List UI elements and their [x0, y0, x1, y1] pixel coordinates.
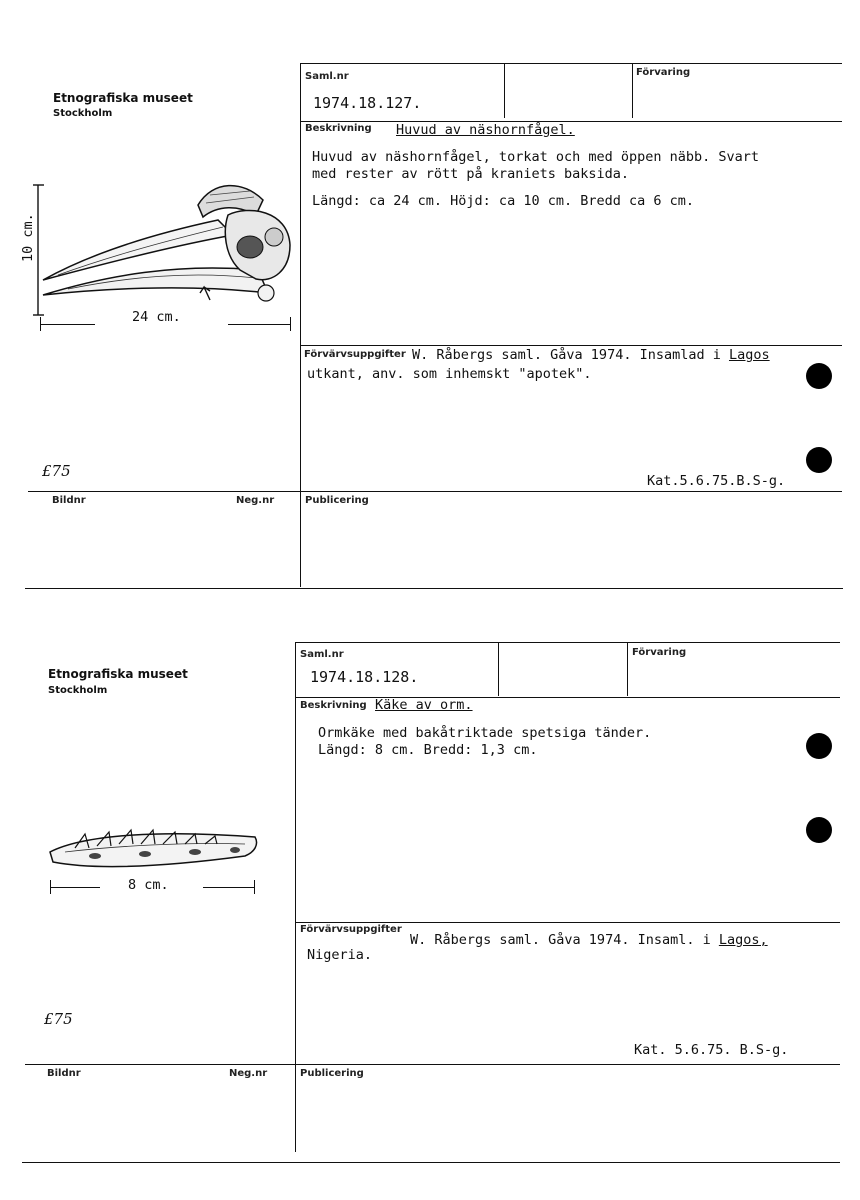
saml-divider	[504, 63, 505, 118]
forvarv-rule	[295, 922, 840, 923]
description-line-1: Ormkäke med bakåtriktade spetsiga tänder.	[318, 725, 652, 741]
acquisition-line-1	[410, 932, 768, 949]
negnr-label: Neg.nr	[229, 1068, 268, 1079]
forvaring-label: Förvaring	[636, 67, 691, 78]
museum-city: Stockholm	[53, 108, 113, 119]
forvaring-label: Förvaring	[632, 647, 687, 658]
punch-hole	[806, 447, 832, 473]
acquisition-line-2: Nigeria.	[307, 947, 373, 963]
bildnr-label: Bildnr	[52, 495, 86, 506]
saml-nr-value: 1974.18.127.	[313, 94, 422, 112]
saml-nr-value: 1974.18.128.	[310, 668, 419, 686]
card-top-rule	[300, 63, 842, 64]
scale-width-label: 24 cm.	[132, 309, 181, 325]
description-line-2: med rester av rött på kraniets baksida.	[312, 166, 629, 182]
forvarv-rule	[300, 345, 842, 346]
acquisition-line-2: utkant, anv. som inhemskt "apotek".	[307, 366, 592, 382]
scale-width-tick-left	[40, 317, 41, 331]
bildnr-label: Bildnr	[47, 1068, 81, 1079]
acquisition-source: W. Råbergs saml. Gåva 1974. Insaml. i	[410, 932, 719, 948]
card-left-rule	[295, 642, 296, 1152]
beskrivning-label: Beskrivning	[300, 700, 367, 711]
card-bottom-rule	[25, 588, 843, 589]
catalog-card-1	[0, 0, 860, 590]
forvarvsuppgifter-label: Förvärvsuppgifter	[300, 924, 402, 935]
acquisition-place: Lagos	[728, 347, 770, 363]
beskrivning-label: Beskrivning	[305, 123, 372, 134]
scale-width-tick-left	[50, 880, 51, 894]
catalog-note: Kat.5.6.75.B.S-g.	[647, 473, 786, 489]
description-line-1: Huvud av näshornfågel, torkat och med öppen näbb. Svart	[312, 149, 760, 165]
catalog-card-2	[0, 590, 860, 1200]
scale-width-line-right	[228, 324, 290, 325]
scale-width-line-left	[40, 324, 95, 325]
bildnr-rule	[25, 1064, 840, 1065]
forvarvsuppgifter-label: Förvärvsuppgifter	[304, 349, 406, 360]
negnr-label: Neg.nr	[236, 495, 275, 506]
scale-width-line-left	[50, 887, 100, 888]
description-line-3: Längd: ca 24 cm. Höjd: ca 10 cm. Bredd ca 6 cm.	[312, 193, 695, 209]
punch-hole	[806, 733, 832, 759]
card-top-rule	[295, 642, 840, 643]
publicering-label: Publicering	[300, 1068, 364, 1079]
scale-width-tick-right	[290, 317, 291, 331]
acquisition-source: W. Råbergs saml. Gåva 1974. Insamlad i	[412, 347, 729, 363]
acquisition-place: Lagos,	[718, 932, 768, 948]
museum-city: Stockholm	[48, 685, 108, 696]
museum-name: Etnografiska museet	[53, 91, 193, 105]
handwritten-price: £75	[44, 1010, 73, 1028]
forvaring-divider	[627, 642, 628, 696]
punch-hole	[806, 363, 832, 389]
publicering-label: Publicering	[305, 495, 369, 506]
bildnr-rule	[28, 491, 842, 492]
museum-name: Etnografiska museet	[48, 667, 188, 681]
acquisition-line-1	[412, 347, 770, 364]
description-line-2: Längd: 8 cm. Bredd: 1,3 cm.	[318, 742, 538, 758]
scale-height-label: 10 cm.	[20, 213, 36, 262]
catalog-note: Kat. 5.6.75. B.S-g.	[634, 1042, 789, 1058]
scale-width-line-right	[203, 887, 254, 888]
handwritten-price: £75	[42, 462, 71, 480]
card-bottom-rule	[22, 1162, 840, 1163]
saml-nr-label: Saml.nr	[300, 649, 344, 660]
card-left-rule	[300, 63, 301, 587]
object-title: Käke av orm.	[375, 697, 473, 713]
snake-jaw-drawing	[45, 822, 265, 882]
object-title: Huvud av näshornfågel.	[396, 122, 575, 138]
saml-nr-label: Saml.nr	[305, 71, 349, 82]
scale-width-label: 8 cm.	[128, 877, 169, 893]
forvaring-divider	[632, 63, 633, 118]
punch-hole	[806, 817, 832, 843]
scale-width-tick-right	[254, 880, 255, 894]
saml-divider	[498, 642, 499, 696]
